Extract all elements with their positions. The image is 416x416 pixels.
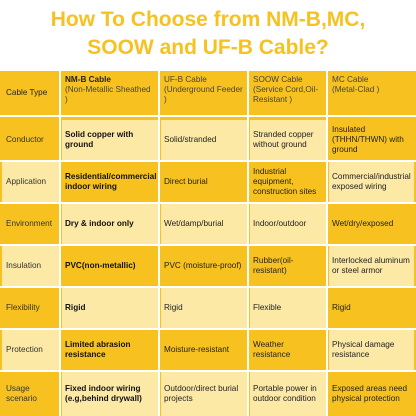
header-mc-name: MC Cable [332,75,369,84]
cell-mc: Interlocked aluminum or steel armor [329,246,414,286]
title-line-2: SOOW and UF-B Cable? [87,36,329,59]
table-row-application [0,162,416,202]
cell-mc: Insulated (THHN/THWN) with ground [332,125,404,154]
cell-mc: Rigid [332,303,351,312]
title-line-1: How To Choose from NM-B,MC, [50,8,366,31]
cell-nmb: Limited abrasion resistance [65,340,131,359]
cell-ufb: Direct burial [164,177,208,186]
header-soow-name: SOOW Cable [253,75,303,84]
cell-ufb: Moisture-resistant [164,345,230,354]
cell-mc: Physical damage resistance [329,330,414,370]
cell-nmb: PVC(non-metallic) [65,261,136,270]
cell-soow: Stranded copper without ground [250,120,326,160]
cell-soow: Industrial equipment, construction sites [253,167,317,196]
cell-soow: Flexible [250,288,326,328]
column-divider [326,71,328,416]
header-nmb [62,71,158,112]
cell-nmb: Residential/commercial indoor wiring [65,172,157,191]
cell-ufb: PVC (moisture-proof) [164,261,242,270]
cell-ufb: Rigid [161,288,247,328]
header-label: Cable Type [6,87,48,97]
row-label: Protection [2,330,59,370]
header-mc [329,71,414,112]
row-label: Usage scenario [6,384,37,403]
header-ufb-sub: (Underground Feeder ) [164,85,243,104]
cell-ufb: Wet/damp/burial [161,204,247,244]
cell-soow: Rubber(oil-resistant) [253,256,294,275]
cell-nmb: Fixed indoor wiring (e.g,behind drywall) [62,372,158,416]
cell-mc: Wet/dry/exposed [332,219,394,228]
cell-nmb: Dry & indoor only [62,204,158,244]
cell-soow: Portable power in outdoor condition [250,372,326,416]
comparison-table [0,71,416,416]
cell-ufb: Outdoor/direct burial projects [161,372,247,416]
table-row-usage-scenario [0,372,416,416]
row-label: Application [2,162,59,202]
cell-mc: Commercial/industrial exposed wiring [329,162,414,202]
table-row-protection [0,330,416,370]
cell-ufb: Solid/stranded [161,120,247,160]
table-row-conductor [0,120,416,160]
header-mc-sub: (Metal-Clad ) [332,85,380,94]
cell-mc: Exposed areas need physical protection [332,384,408,403]
cell-nmb: Rigid [62,288,158,328]
header-ufb-name: UF-B Cable [164,75,207,84]
cell-nmb: Solid copper with ground [62,120,158,160]
header-soow-sub: (Service Cord,Oil-Resistant ) [253,85,319,104]
header-nmb-sub: (Non-Metallic Sheathed ) [65,85,151,104]
header-nmb-name: NM-B Cable [65,75,111,84]
column-divider [158,71,160,416]
table-header-row [0,71,416,112]
cell-soow: Weather resistance [253,340,291,359]
row-label: Flexibility [6,303,40,312]
table-row-environment [0,204,416,244]
row-label: Insulation [2,246,59,286]
row-label: Environment [6,219,52,228]
header-soow [250,71,326,112]
column-divider [59,71,61,416]
header-ufb [161,71,247,112]
row-label: Conductor [6,135,44,144]
cell-soow: Indoor/outdoor [250,204,326,244]
table-row-flexibility [0,288,416,328]
table-row-insulation [0,246,416,286]
header-divider [0,115,416,117]
page-title [0,6,416,62]
column-divider [247,71,249,416]
